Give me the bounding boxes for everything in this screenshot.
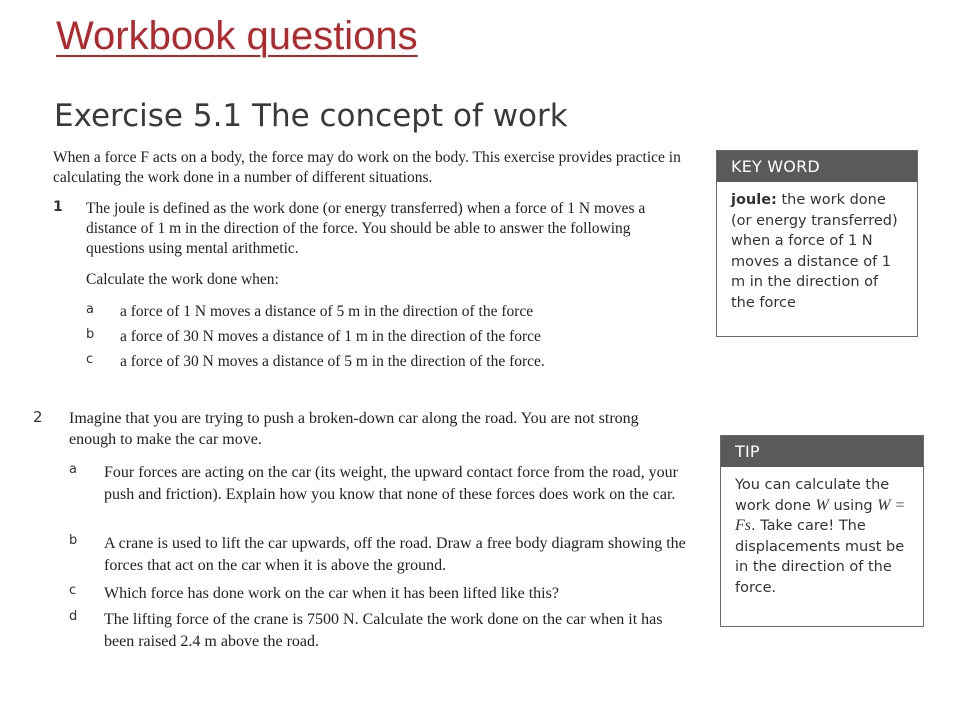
part-label: c: [69, 583, 77, 598]
tip-text-3: . Take care! The displacements must be in the direction of the force.: [735, 518, 905, 596]
key-word-body: [717, 182, 917, 323]
part-label: b: [86, 327, 95, 342]
key-word-definition: the work done (or energy transferred) when a force of 1 N moves a distance of 1 m in the direction of the force: [731, 192, 898, 311]
question-2-part-d: [69, 609, 689, 652]
slide-title: Workbook questions: [56, 14, 418, 58]
tip-variable-w: W: [815, 496, 829, 514]
question-2: [33, 408, 683, 450]
part-text: a force of 1 N moves a distance of 5 m in the direction of the force: [120, 303, 534, 320]
part-label: a: [86, 302, 94, 317]
key-word-box: [716, 150, 918, 337]
question-number: 1: [53, 199, 63, 215]
part-text: The lifting force of the crane is 7500 N. Calculate the work done on the car when it has been raised 2.4 m above the road.: [104, 611, 663, 650]
part-label: d: [69, 609, 78, 624]
question-1-part-b: [86, 327, 686, 347]
tip-box: [720, 435, 924, 627]
question-number: 2: [33, 408, 43, 426]
part-text: Four forces are acting on the car (its weight, the upward contact force from the road, your push and friction). Explain how you know that none of these forces does work on the car.: [104, 464, 678, 503]
part-text: a force of 30 N moves a distance of 1 m in the direction of the force: [120, 328, 541, 345]
part-label: b: [69, 533, 78, 548]
question-1: [53, 199, 685, 290]
key-word-term: joule:: [731, 192, 777, 208]
tip-text-2: using: [833, 497, 873, 514]
part-label: a: [69, 462, 77, 477]
question-prompt: Calculate the work done when:: [86, 271, 279, 288]
question-2-part-a: [69, 462, 689, 505]
exercise-heading: Exercise 5.1 The concept of work: [54, 98, 568, 134]
exercise-intro: When a force F acts on a body, the force may do work on the body. This exercise provides practice in calculating the work done in a number of different situations.: [53, 149, 681, 186]
question-text: Imagine that you are trying to push a broken-down car along the road. You are not strong enough to make the car move.: [69, 410, 639, 448]
question-2-part-c: [69, 583, 689, 605]
tip-formula: W = Fs: [735, 496, 906, 534]
tip-text-1: You can calculate the work done: [735, 477, 890, 514]
question-2-part-b: [69, 533, 689, 576]
key-word-header: KEY WORD: [717, 151, 917, 182]
question-1-part-a: [86, 302, 686, 322]
question-1-part-c: [86, 352, 686, 372]
part-text: Which force has done work on the car when it has been lifted like this?: [104, 585, 559, 602]
part-text: a force of 30 N moves a distance of 5 m in the direction of the force.: [120, 353, 545, 370]
tip-body: [721, 467, 923, 608]
tip-header: TIP: [721, 436, 923, 467]
part-text: A crane is used to lift the car upwards, off the road. Draw a free body diagram showing the forces that act on the car when it is above the ground.: [104, 535, 686, 574]
part-label: c: [86, 352, 94, 367]
question-text: The joule is defined as the work done (or energy transferred) when a force of 1 N moves a distance of 1 m in the direction of the force. You should be able to answer the following questions using mental arithmetic.: [86, 200, 646, 257]
